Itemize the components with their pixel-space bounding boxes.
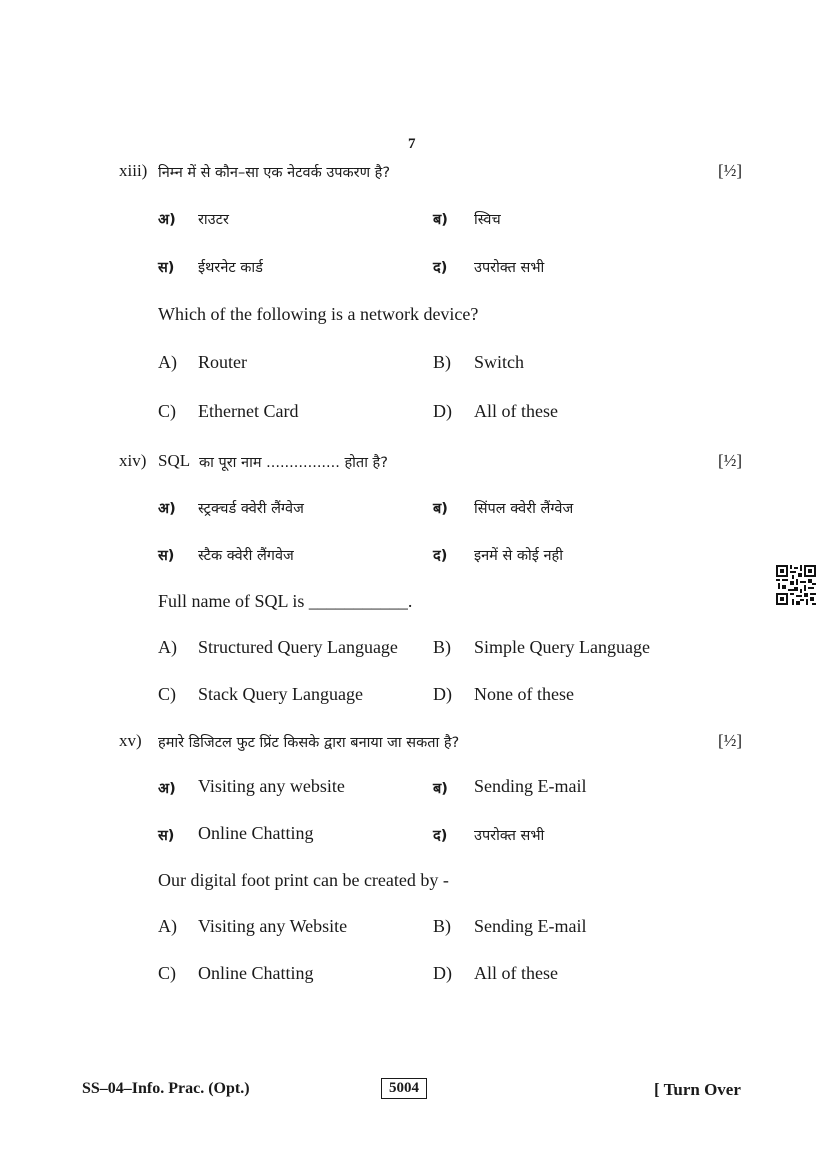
option-text: इनमें से कोई नही <box>474 548 563 564</box>
option-label: द) <box>433 548 448 564</box>
option-label: अ) <box>158 501 176 517</box>
option-text: Visiting any website <box>198 776 345 796</box>
option-label: A) <box>158 637 177 657</box>
option-text: Online Chatting <box>198 963 314 983</box>
option-label: ब) <box>433 501 448 517</box>
option-label: D) <box>433 401 452 421</box>
question-text-hindi: का पूरा नाम ................ होता है? <box>199 455 388 471</box>
marks: [½] <box>718 451 743 470</box>
option-label: अ) <box>158 781 176 797</box>
option-label: अ) <box>158 212 176 228</box>
option-text: Router <box>198 352 247 372</box>
option-label: D) <box>433 963 452 983</box>
question-text-prefix: SQL <box>158 451 191 470</box>
question-number: xv) <box>119 731 142 750</box>
question-text-english: Our digital foot print can be created by - <box>158 870 449 890</box>
footer-paper-code: SS–04–Info. Prac. (Opt.) <box>82 1080 250 1097</box>
question-text-hindi: हमारे डिजिटल फुट प्रिंट किसके द्वारा बनाया जा सकता है? <box>158 735 460 751</box>
option-text: All of these <box>474 401 558 421</box>
option-text: Sending E-mail <box>474 916 587 936</box>
option-text: Switch <box>474 352 525 372</box>
option-label: स) <box>158 828 175 844</box>
option-label: A) <box>158 352 177 372</box>
marks: [½] <box>718 731 743 750</box>
footer-turn-over: [ Turn Over <box>654 1080 741 1099</box>
option-text: उपरोक्त सभी <box>474 260 545 276</box>
question-text-english: Full name of SQL is ___________. <box>158 591 413 611</box>
option-label: ब) <box>433 781 448 797</box>
option-text: स्विच <box>474 212 501 228</box>
question-number: xiv) <box>119 451 147 470</box>
option-label: A) <box>158 916 177 936</box>
footer-code-box: 5004 <box>381 1078 427 1099</box>
option-label: C) <box>158 684 176 704</box>
option-label: C) <box>158 401 176 421</box>
option-text: स्ट्रक्चर्ड क्वेरी लैंग्वेज <box>198 501 304 517</box>
option-label: B) <box>433 916 451 936</box>
option-label: B) <box>433 637 451 657</box>
option-text: Simple Query Language <box>474 637 650 657</box>
option-text: Ethernet Card <box>198 401 299 421</box>
marks: [½] <box>718 161 743 180</box>
option-text: ईथरनेट कार्ड <box>198 260 263 276</box>
option-text: Visiting any Website <box>198 916 348 936</box>
option-text: स्टैक क्वेरी लैंगवेज <box>198 548 294 564</box>
option-label: द) <box>433 828 448 844</box>
option-text: All of these <box>474 963 558 983</box>
option-text: Stack Query Language <box>198 684 363 704</box>
option-label: D) <box>433 684 452 704</box>
question-number: xiii) <box>119 161 148 180</box>
option-text: Sending E-mail <box>474 776 587 796</box>
option-label: द) <box>433 260 448 276</box>
option-label: स) <box>158 260 175 276</box>
question-text-english: Which of the following is a network device? <box>158 304 479 324</box>
page-number: 7 <box>408 136 416 152</box>
option-label: C) <box>158 963 176 983</box>
option-text: None of these <box>474 684 574 704</box>
qr-code-icon <box>776 565 816 605</box>
option-label: स) <box>158 548 175 564</box>
option-label: B) <box>433 352 451 372</box>
option-text: सिंपल क्वेरी लैंग्वेज <box>474 501 574 517</box>
option-text: Structured Query Language <box>198 637 398 657</box>
option-text: राउटर <box>198 212 229 228</box>
option-label: ब) <box>433 212 448 228</box>
question-text-hindi: निम्न में से कौन–सा एक नेटवर्क उपकरण है? <box>158 165 391 181</box>
option-text: उपरोक्त सभी <box>474 828 545 844</box>
option-text: Online Chatting <box>198 823 314 843</box>
